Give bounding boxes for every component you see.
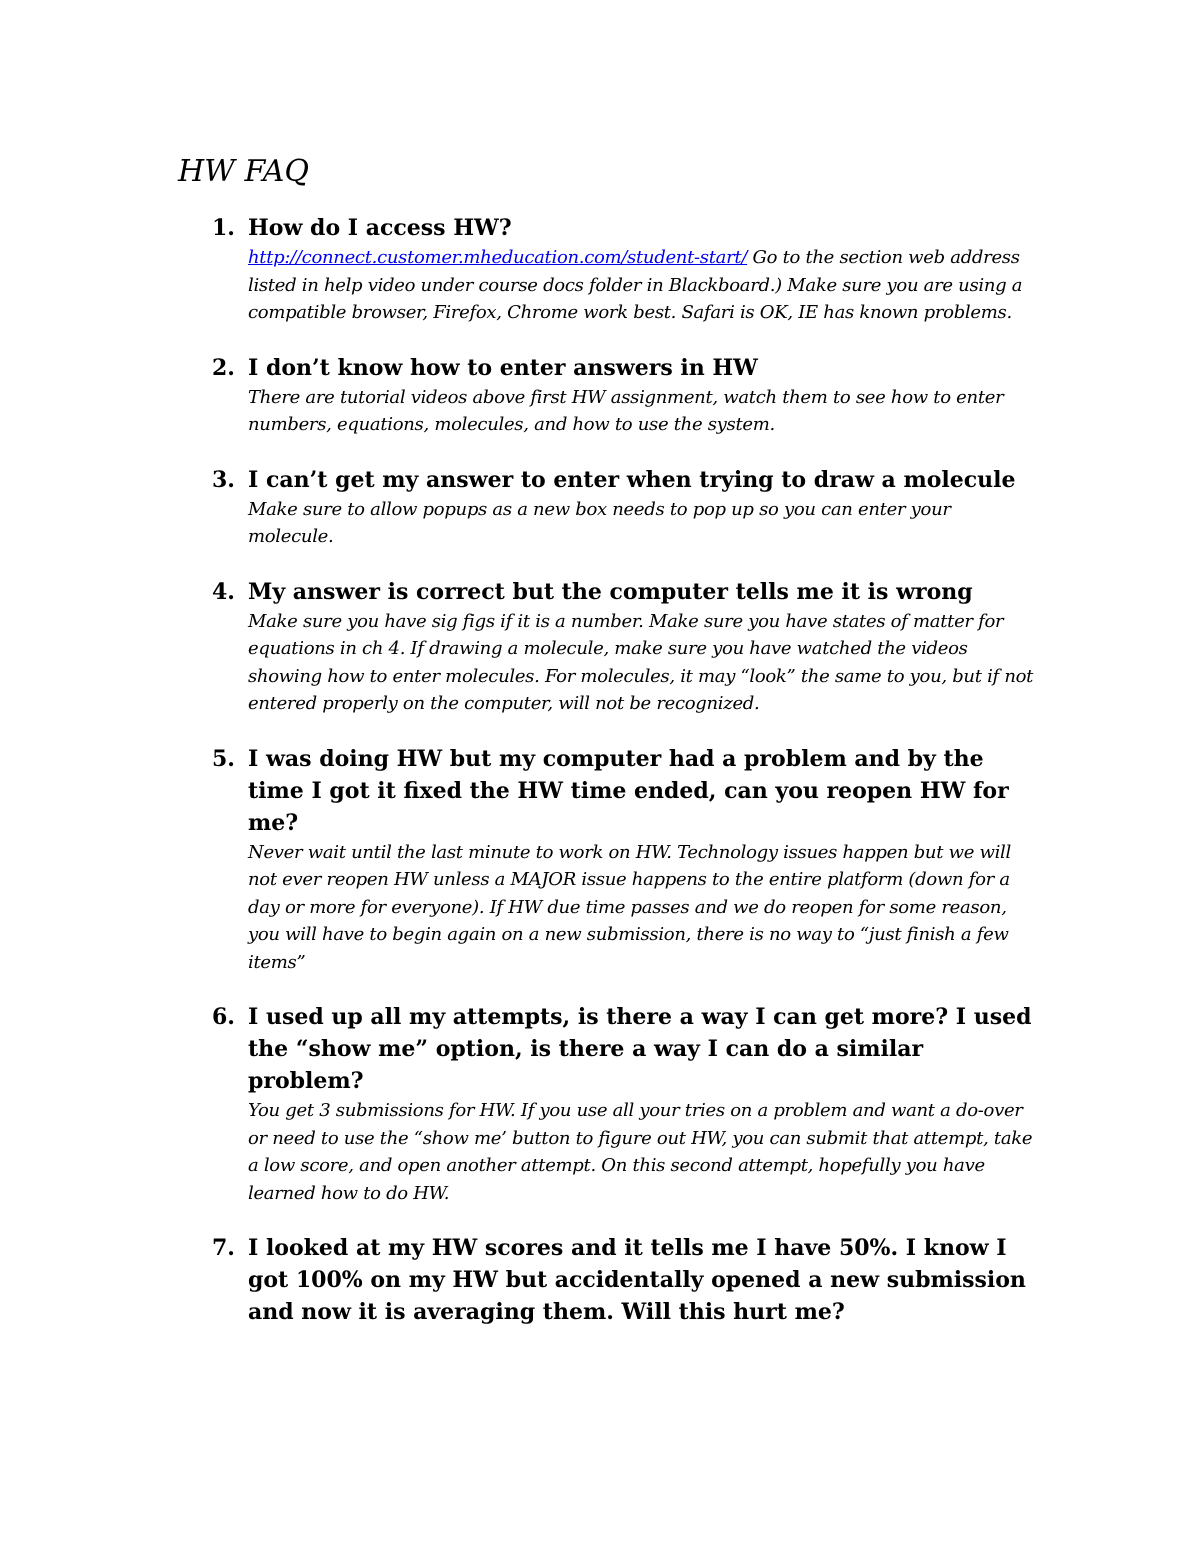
- faq-question: I used up all my attempts, is there a way I can get more? I used the “show me” option, is there a way I can do a similar problem?: [248, 1004, 1032, 1094]
- document-page: [178, 140, 1038, 1353]
- faq-number: 7.: [212, 1235, 235, 1261]
- faq-number: 2.: [212, 354, 235, 381]
- faq-question: How do I access HW?: [248, 215, 512, 241]
- faq-item-4: [178, 576, 1038, 718]
- faq-item-5: [178, 743, 1038, 977]
- faq-answer: Make sure to allow popups as a new box needs to pop up so you can enter your molecule.: [248, 498, 951, 547]
- faq-item-6: [178, 1001, 1038, 1207]
- faq-answer: Make sure you have sig figs if it is a number. Make sure you have states of matter for equations in ch 4. If drawing a molecule, make sure you have watched the videos showing how to enter molecules. For molecules, it may “look” the same to you, but if not entered properly on the computer, will not be recognized.: [248, 610, 1034, 714]
- faq-question: I was doing HW but my computer had a problem and by the time I got it fixed the HW time ended, can you reopen HW for me?: [248, 745, 1009, 836]
- faq-answer-text: Go to the section web address listed in help video under course docs folder in Blackboard.) Make sure you are using a compatible browser, Firefox, Chrome work best. Safari is OK, IE has known problems.: [248, 247, 1023, 323]
- faq-item-7: [178, 1232, 1038, 1328]
- faq-answer: Never wait until the last minute to work on HW. Technology issues happen but we will not ever reopen HW unless a MAJOR issue happens to the entire platform (down for a day or more for everyone). If HW due time passes and we do reopen for some reason, you will have to begin again on a new submission, there is no way to “just finish a few items”: [248, 841, 1011, 973]
- faq-number: 4.: [212, 578, 235, 605]
- faq-item-3: [178, 464, 1038, 551]
- faq-number: 1.: [212, 215, 235, 241]
- faq-item-2: [178, 352, 1038, 439]
- faq-question: I don’t know how to enter answers in HW: [248, 354, 758, 381]
- faq-number: 6.: [212, 1004, 235, 1030]
- connect-link[interactable]: http://connect.customer.mheducation.com/student-start/: [248, 247, 748, 268]
- faq-answer: There are tutorial videos above first HW assignment, watch them to see how to enter numbers, equations, molecules, and how to use the system.: [248, 386, 1004, 435]
- faq-number: 3.: [212, 466, 235, 493]
- page-title: HW FAQ: [178, 154, 310, 189]
- faq-question: My answer is correct but the computer tells me it is wrong: [248, 578, 973, 605]
- faq-number: 5.: [212, 745, 235, 772]
- faq-answer: [248, 244, 1038, 327]
- faq-question: I can’t get my answer to enter when trying to draw a molecule: [248, 466, 1016, 493]
- faq-answer: You get 3 submissions for HW. If you use all your tries on a problem and want a do-over or need to use the “show me’ button to figure out HW, you can submit that attempt, take a low score, and open another attempt. On this second attempt, hopefully you have learned how to do HW.: [248, 1100, 1033, 1204]
- faq-question: I looked at my HW scores and it tells me I have 50%. I know I got 100% on my HW but accidentally opened a new submission and now it is averaging them. Will this hurt me?: [248, 1235, 1026, 1325]
- faq-list: [178, 212, 1038, 1328]
- faq-item-1: [178, 212, 1038, 327]
